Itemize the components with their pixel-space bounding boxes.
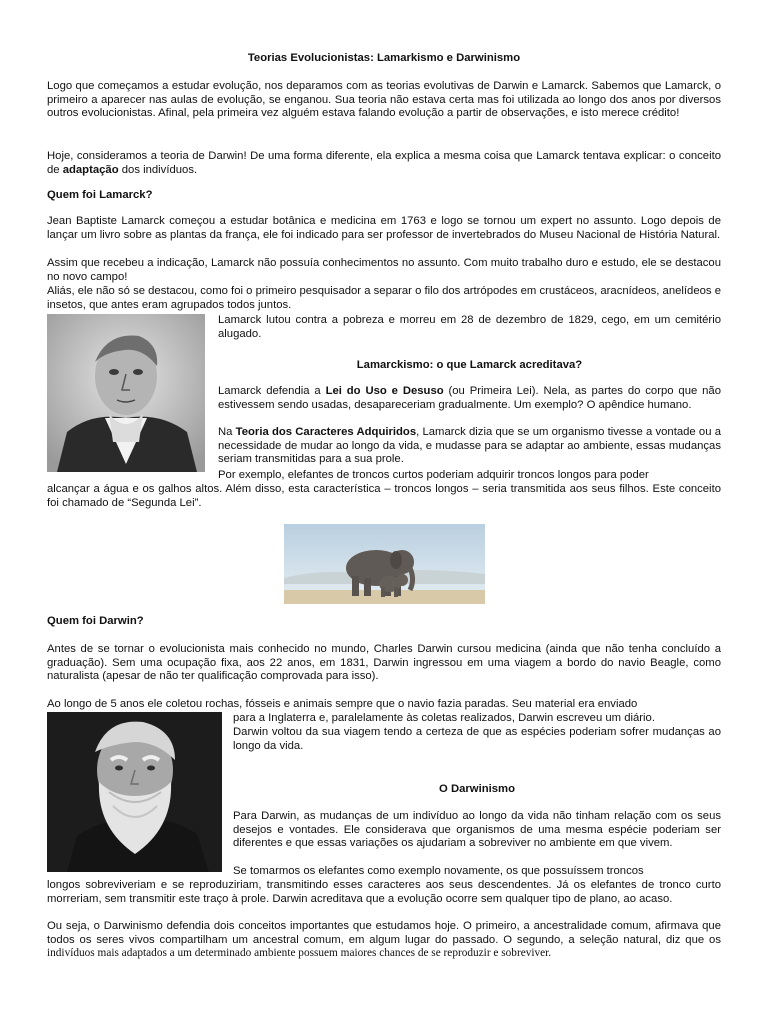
darwin-paragraph-1: Antes de se tornar o evolucionista mais conhecido no mundo, Charles Darwin cursou medicina (ainda que não tenha concluído a graduação). Sem uma ocupação fixa, aos 22 anos, em 1831, Darwin ingressou em uma viagem a bordo do navio Beagle, como naturalista (apesar de não ter qualificação comprovada para isso). bbox=[47, 643, 721, 683]
lamarck-p5-text-c: (ou Primeira Lei). Nela, as partes do corpo que não estivessem sendo usadas, desapareceriam gradualmente. Um exemplo? O apêndice humano. bbox=[218, 385, 721, 411]
subheading-darwinismo: O Darwinismo bbox=[439, 783, 515, 795]
heading-lamarck: Quem foi Lamarck? bbox=[47, 189, 153, 201]
lamarck-p6-text-c: , Lamarck dizia que se um organismo tivesse a vontade ou a necessidade de mudar ao longo da vida, e mudasse para se adaptar ao ambiente, essas mudanças seriam transmitidas para a sua prole. bbox=[218, 426, 721, 466]
intro-p2-text-c: dos indivíduos. bbox=[118, 163, 198, 176]
lamarck-paragraph-7-line-1: Por exemplo, elefantes de troncos curtos poderiam adquirir troncos longos para poder bbox=[218, 469, 649, 481]
darwin-paragraph-2-rest: para a Inglaterra e, paralelamente às coletas realizados, Darwin escreveu um diário. bbox=[233, 712, 655, 724]
lamarck-p6-text-a: Na bbox=[218, 426, 236, 438]
subheading-lamarckismo: Lamarckismo: o que Lamarck acreditava? bbox=[356, 359, 583, 371]
lamarck-paragraph-4: Lamarck lutou contra a pobreza e morreu em 28 de dezembro de 1829, cego, em um cemitério alugado. bbox=[218, 314, 721, 340]
darwin-p6-text-a: Ou seja, o Darwinismo defendia dois conceitos importantes que estudamos hoje. O primeiro, a ancestralidade comum, afirmava que todos os seres vivos compartilham um ancestral comum, em algum lugar do passado. O segundo, a seleção natural, diz que os bbox=[47, 920, 721, 946]
lamarck-portrait-image bbox=[47, 314, 205, 472]
intro-p2-bold: adaptação bbox=[62, 163, 119, 176]
lamarck-paragraph-1: Jean Baptiste Lamarck começou a estudar botânica e medicina em 1763 e logo se tornou um expert no assunto. Logo depois de lançar um livro sobre as plantas da frança, ele foi indicado para ser professor de invertebrados do Museu Nacional de História Natural. bbox=[47, 215, 721, 241]
intro-p2-text-a: Hoje, consideramos a teoria de Darwin! De uma forma diferente, ela explica a mesma coisa que Lamarck tentava explicar: o conceito de bbox=[47, 150, 721, 176]
lamarck-paragraph-3: Aliás, ele não só se destacou, como foi o primeiro pesquisador a separar o filo dos artrópodes em crustáceos, aracnídeos, anelídeos e insetos, que antes eram agrupados todos juntos. bbox=[47, 285, 721, 311]
intro-paragraph-1: Logo que começamos a estudar evolução, nos deparamos com as teorias evolutivas de Darwin e Lamarck. Sabemos que Lamarck, o primeiro a aparecer nas aulas de evolução, se enganou. Sua teoria não estava certa mas foi utilizada ao longo dos anos por diversos outros evolucionistas. Afinal, pela primeira vez alguém estava falando evolução a partir de observações, e isto merece crédito! bbox=[47, 80, 721, 120]
lamarck-p5-bold: Lei do Uso e Desuso bbox=[325, 385, 444, 397]
page-title: Teorias Evolucionistas: Lamarkismo e Darwinismo bbox=[247, 52, 521, 64]
darwin-portrait-image bbox=[47, 712, 222, 872]
lamarck-paragraph-2: Assim que recebeu a indicação, Lamarck não possuía conhecimentos no assunto. Com muito trabalho duro e estudo, ele se destacou no novo campo! bbox=[47, 257, 721, 283]
intro-paragraph-2 bbox=[47, 150, 721, 177]
darwin-paragraph-3: Darwin voltou da sua viagem tendo a certeza de que as espécies poderiam sofrer mudanças ao longo da vida. bbox=[233, 726, 721, 752]
lamarck-p6-bold: Teoria dos Caracteres Adquiridos bbox=[235, 426, 417, 438]
elephants-image bbox=[284, 524, 485, 604]
heading-darwin: Quem foi Darwin? bbox=[47, 615, 144, 627]
darwin-paragraph-6 bbox=[47, 920, 721, 961]
darwin-paragraph-4: Para Darwin, as mudanças de um indivíduo ao longo da vida não tinham relação com os seus desejos e vontades. Ele considerava que organismos de uma mesma espécie poderiam ser diferentes e que essas variações os ajudariam a sobreviver no ambiente em que vivem. bbox=[233, 810, 721, 850]
lamarck-paragraph-7-rest: alcançar a água e os galhos altos. Além disso, esta característica – troncos longos – seria transmitida aos seus filhos. Este conceito foi chamado de “Segunda Lei”. bbox=[47, 483, 721, 509]
darwin-paragraph-2-line-1: Ao longo de 5 anos ele coletou rochas, fósseis e animais sempre que o navio fazia paradas. Seu material era enviado bbox=[47, 698, 638, 710]
darwin-paragraph-5-line-1: Se tomarmos os elefantes como exemplo novamente, os que possuíssem troncos bbox=[233, 865, 644, 877]
lamarck-p5-text-a: Lamarck defendia a bbox=[218, 385, 326, 397]
darwin-paragraph-5-rest: longos sobreviveriam e se reproduziriam, transmitindo esses caracteres aos seus descendentes. Já os elefantes de tronco curto morreriam, sem transmitir este traço à prole. Darwin acreditava que a evolução ocorre sem qualquer tipo de plano, ao acaso. bbox=[47, 879, 721, 905]
lamarck-paragraph-5 bbox=[218, 385, 721, 412]
darwin-p6-serif-text: indivíduos mais adaptados a um determinado ambiente possuem maiores chances de se reproduzir e sobreviver. bbox=[47, 947, 552, 960]
lamarck-paragraph-6 bbox=[218, 426, 721, 467]
